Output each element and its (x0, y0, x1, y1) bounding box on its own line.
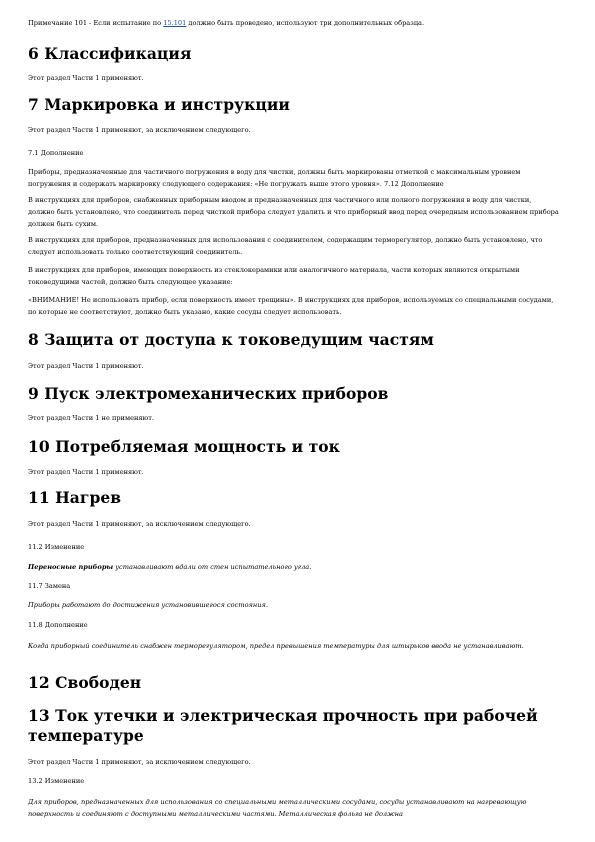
section-8-text: Этот раздел Части 1 применяют. (28, 362, 144, 370)
clause-7-12-text-3: В инструкциях для приборов, имеющих поверхность из стеклокерамики или аналогичного материала, части которых являются открытыми токоведущими частей, должно быть следующее указание: (28, 266, 520, 286)
clause-7-12-text-1: В инструкциях для приборов, снабженных приборным вводом и предназначенных для частичного или полного погружения в воду для чистки, должно быть установлено, что соединитель перед чисткой прибора следует удалить и что приборный ввод перед очередным использованием прибора должен быть сухим. (28, 196, 559, 228)
clause-11-2-text (28, 561, 560, 573)
clause-11-2-title: 11.2 Изменение (28, 543, 85, 551)
clause-11-8-text: Когда приборный соединитель снабжен терморегулятором, предел превышения температуры для штырьков ввода не устанавливают. (28, 642, 524, 650)
section-6-heading: 6 Классификация (28, 44, 192, 63)
clause-7-12-text-2: В инструкциях для приборов, предназначенных для использования с соединителем, содержащим терморегулятор, должно быть установлено, что следует использовать только соответствующий соединитель. (28, 236, 543, 256)
section-9-text: Этот раздел Части 1 не применяют. (28, 414, 155, 422)
clause-13-2-title: 13.2 Изменение (28, 777, 85, 785)
clause-11-7-text: Приборы работают до достижения установившегося состояния. (28, 601, 268, 609)
note-text-before: Примечание 101 - Если испытание по (28, 19, 164, 27)
clause-13-2-text: Для приборов, предназначенных для использования со специальными металлическими сосудами, сосуды устанавливают на нагревающую поверхность и соединяют с доступными металлическими частями. Металлическая фольга не должна (28, 798, 527, 818)
clause-7-12-warning: «ВНИМАНИЕ! Не использовать прибор, если поверхность имеет трещины». В инструкциях для приборов, используемых со специальными сосудами, по которые не соответствуют, должно быть указано, какие сосуды следует использовать. (28, 296, 554, 316)
section-13-heading-line-2: температуре (28, 726, 144, 745)
section-13-intro: Этот раздел Части 1 применяют, за исключением следующего. (28, 758, 251, 766)
clause-11-2-term: Переносные приборы (28, 563, 114, 571)
clause-7-1-text: Приборы, предназначенные для частичного погружения в воду для чистки, должны быть маркированы отметкой с максимальным уровнем погружения и содержать маркировку следующего содержания: «Не погружать выше этого уровня». 7.12 Дополнение (28, 168, 521, 188)
clause-11-7-title: 11.7 Замена (28, 582, 71, 590)
clause-7-1-title: 7.1 Дополнение (28, 149, 84, 157)
section-11-intro: Этот раздел Части 1 применяют, за исключением следующего. (28, 520, 251, 528)
clause-link-15-101[interactable]: 15.101 (163, 19, 187, 27)
section-10-heading: 10 Потребляемая мощность и ток (28, 437, 340, 456)
section-8-heading: 8 Защита от доступа к токоведущим частям (28, 330, 434, 349)
section-6-text: Этот раздел Части 1 применяют. (28, 74, 144, 82)
section-7-heading: 7 Маркировка и инструкции (28, 95, 290, 114)
clause-11-8-title: 11.8 Дополнение (28, 621, 88, 629)
section-7-intro: Этот раздел Части 1 применяют, за исключением следующего. (28, 126, 251, 134)
section-13-heading-line-1: 13 Ток утечки и электрическая прочность при рабочей (28, 706, 538, 725)
note-text-after: должно быть проведено, используют три дополнительных образца. (186, 19, 425, 27)
section-11-heading: 11 Нагрев (28, 488, 122, 507)
section-12-heading: 12 Свободен (28, 673, 142, 692)
section-9-heading: 9 Пуск электромеханических приборов (28, 384, 389, 403)
section-13-heading (28, 706, 560, 746)
note-101 (28, 17, 560, 29)
clause-11-2-rest: устанавливают вдали от стен испытательного угла. (113, 563, 312, 571)
section-10-text: Этот раздел Части 1 применяют. (28, 468, 144, 476)
